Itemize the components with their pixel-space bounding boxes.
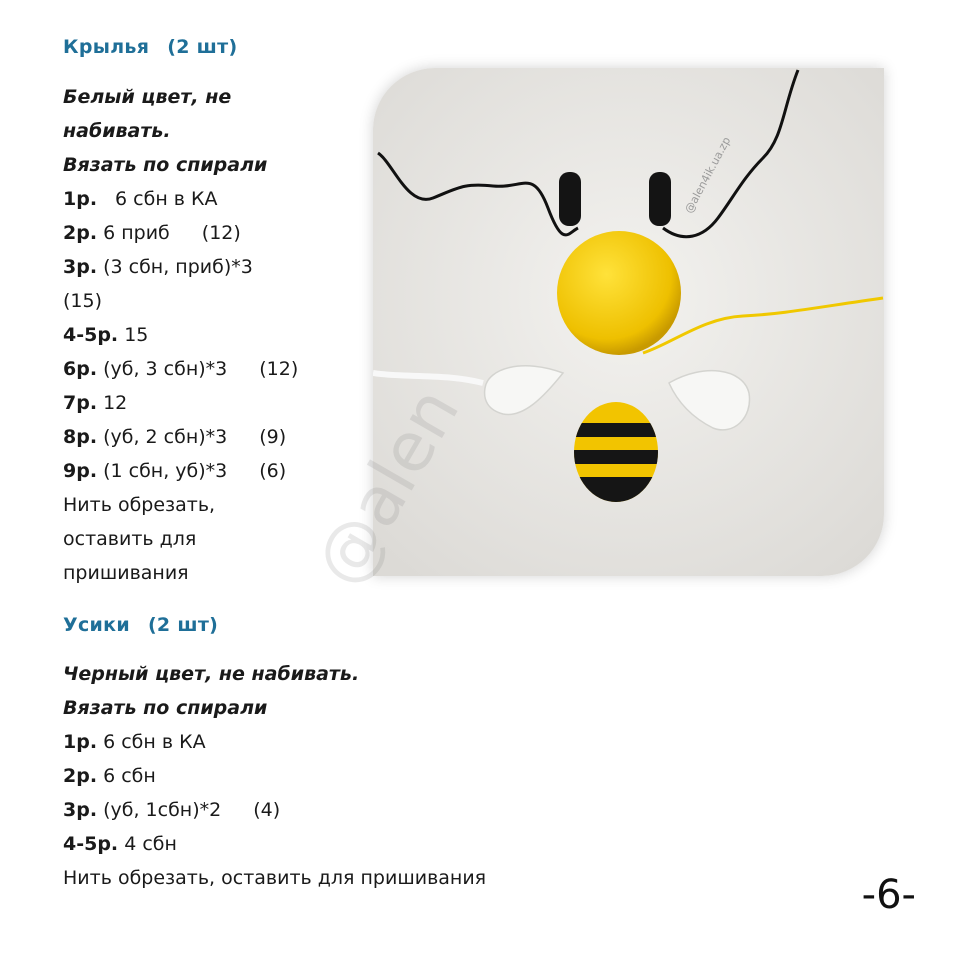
wings-title-text: Крылья (63, 36, 150, 58)
row-label: 3р. (63, 256, 98, 278)
row-text: (3 сбн, приб)*3 (103, 256, 253, 278)
wings-intro-line: набивать. (63, 120, 171, 142)
wings-row-3 (63, 250, 298, 284)
antennae-row-2 (63, 759, 486, 793)
bee-parts-photo (373, 68, 884, 576)
row-label: 9р. (63, 460, 98, 482)
row-label: 1р. (63, 731, 98, 753)
wings-title (63, 36, 237, 58)
row-text: 15 (124, 324, 149, 346)
antennae-row-1 (63, 725, 486, 759)
wings-count: (2 шт) (167, 36, 238, 58)
page-watermark: @alen (300, 375, 476, 600)
antenna-right (649, 172, 671, 226)
antennae-count: (2 шт) (147, 614, 219, 636)
wings-intro-line: Белый цвет, не (63, 86, 232, 108)
row-label: 6р. (63, 358, 98, 380)
wings-outro-line: оставить для (63, 528, 197, 550)
row-label: 4-5р. (63, 833, 119, 855)
row-text: (15) (63, 290, 103, 312)
wings-row-6 (63, 352, 298, 386)
row-text: (уб, 2 сбн)*3 (103, 426, 228, 448)
wings-row-8 (63, 420, 298, 454)
wings-outro-line: Нить обрезать, (63, 494, 216, 516)
wings-row-1 (63, 182, 298, 216)
row-text: 6 приб (103, 222, 170, 244)
row-text: 4 сбн (124, 833, 177, 855)
row-total: (4) (253, 799, 281, 821)
row-label: 4-5р. (63, 324, 119, 346)
row-text: (1 сбн, уб)*3 (103, 460, 228, 482)
row-label: 3р. (63, 799, 98, 821)
antennae-instructions (63, 657, 486, 895)
row-label: 2р. (63, 222, 98, 244)
wings-intro-line: Вязать по спирали (63, 154, 268, 176)
row-text: 12 (103, 392, 128, 414)
wings-row-9 (63, 454, 298, 488)
antennae-row-3 (63, 793, 486, 827)
row-text: 6 сбн в КА (103, 731, 206, 753)
row-text: 6 сбн в КА (115, 188, 218, 210)
antennae-intro-line: Черный цвет, не набивать. (63, 663, 360, 685)
wings-instructions (63, 80, 298, 590)
row-total: (6) (259, 460, 287, 482)
row-label: 1р. (63, 188, 98, 210)
wings-row-4-5 (63, 318, 298, 352)
bee-head (557, 231, 681, 355)
photo-watermark: @alen4ik.ua.zp (682, 134, 734, 216)
row-text: 6 сбн (103, 765, 156, 787)
page-number: -6- (861, 872, 916, 918)
antennae-row-4-5 (63, 827, 486, 861)
row-text: (уб, 3 сбн)*3 (103, 358, 228, 380)
antennae-outro-line: Нить обрезать, оставить для пришивания (63, 867, 487, 889)
antennae-intro-line: Вязать по спирали (63, 697, 268, 719)
wings-row-7 (63, 386, 298, 420)
antennae-title (63, 614, 218, 636)
row-total: (12) (201, 222, 241, 244)
row-total: (12) (259, 358, 299, 380)
row-label: 2р. (63, 765, 98, 787)
row-text: (уб, 1сбн)*2 (103, 799, 222, 821)
wings-outro-line: пришивания (63, 562, 189, 584)
wings-row-3-total (63, 284, 298, 318)
antennae-title-text: Усики (63, 614, 130, 636)
row-label: 7р. (63, 392, 98, 414)
row-total: (9) (259, 426, 287, 448)
antenna-left (559, 172, 581, 226)
row-label: 8р. (63, 426, 98, 448)
wings-row-2 (63, 216, 298, 250)
